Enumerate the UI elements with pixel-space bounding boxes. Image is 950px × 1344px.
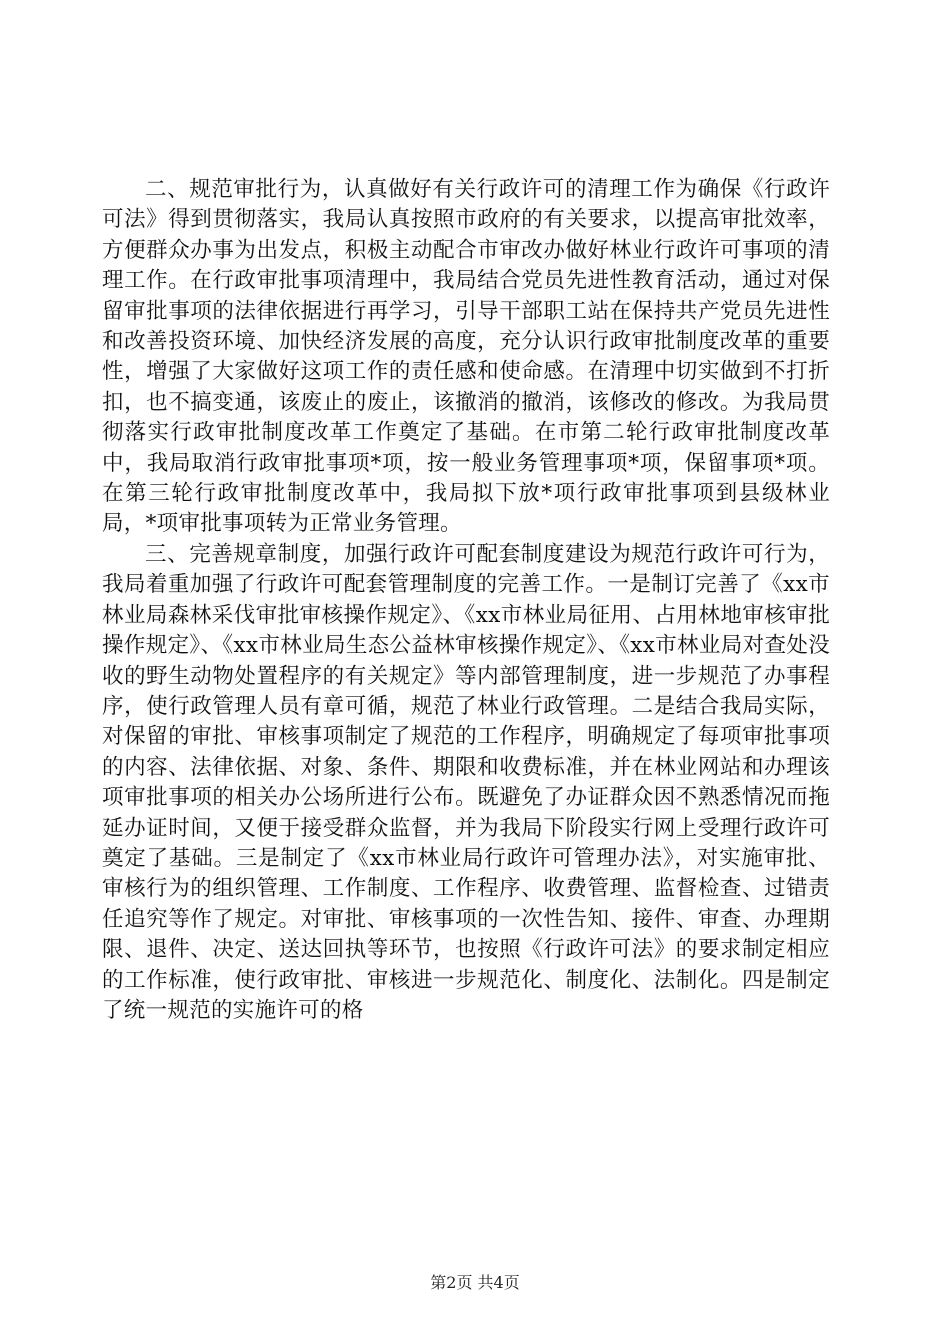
page-number-footer: 第2页 共4页	[430, 1273, 520, 1292]
paragraph-standardize-approval: 二、规范审批行为，认真做好有关行政许可的清理工作为确保《行政许可法》得到贯彻落实，我局认真按照市政府的有关要求，以提高审批效率，方便群众办事为出发点，积极主动配合市审改办做好林业行政许可事项的清理工作。在行政审批事项清理中，我局结合党员先进性教育活动，通过对保留审批事项的法律依据进行再学习，引导干部职工站在保持共产党员先进性和改善投资环境、加快经济发展的高度，充分认识行政审批制度改革的重要性，增强了大家做好这项工作的责任感和使命感。在清理中切实做到不打折扣，也不搞变通，该废止的废止，该撤消的撤消，该修改的修改。为我局贯彻落实行政审批制度改革工作奠定了基础。在市第二轮行政审批制度改革中，我局取消行政审批事项*项，按一般业务管理事项*项，保留事项*项。在第三轮行政审批制度改革中，我局拟下放*项行政审批事项到县级林业局，*项审批事项转为正常业务管理。	[102, 177, 830, 537]
document-body	[102, 175, 830, 1026]
paragraph-improve-regulations: 三、完善规章制度，加强行政许可配套制度建设为规范行政许可行为，我局着重加强了行政许可配套管理制度的完善工作。一是制订完善了《xx市林业局森林采伐审批审核操作规定》、《xx市林业局征用、占用林地审核审批操作规定》、《xx市林业局生态公益林审核操作规定》、《xx市林业局对查处没收的野生动物处置程序的有关规定》等内部管理制度，进一步规范了办事程序，使行政管理人员有章可循，规范了林业行政管理。二是结合我局实际，对保留的审批、审核事项制定了规范的工作程序，明确规定了每项审批事项的内容、法律依据、对象、条件、期限和收费标准，并在林业网站和办理该项审批事项的相关办公场所进行公布。既避免了办证群众因不熟悉情况而拖延办证时间，又便于接受群众监督，并为我局下阶段实行网上受理行政许可奠定了基础。三是制定了《xx市林业局行政许可管理办法》，对实施审批、审核行为的组织管理、工作制度、工作程序、收费管理、监督检查、过错责任追究等作了规定。对审批、审核事项的一次性告知、接件、审查、办理期限、退件、决定、送达回执等环节，也按照《行政许可法》的要求制定相应的工作标准，使行政审批、审核进一步规范化、制度化、法制化。四是制定了统一规范的实施许可的格	[102, 541, 830, 1023]
